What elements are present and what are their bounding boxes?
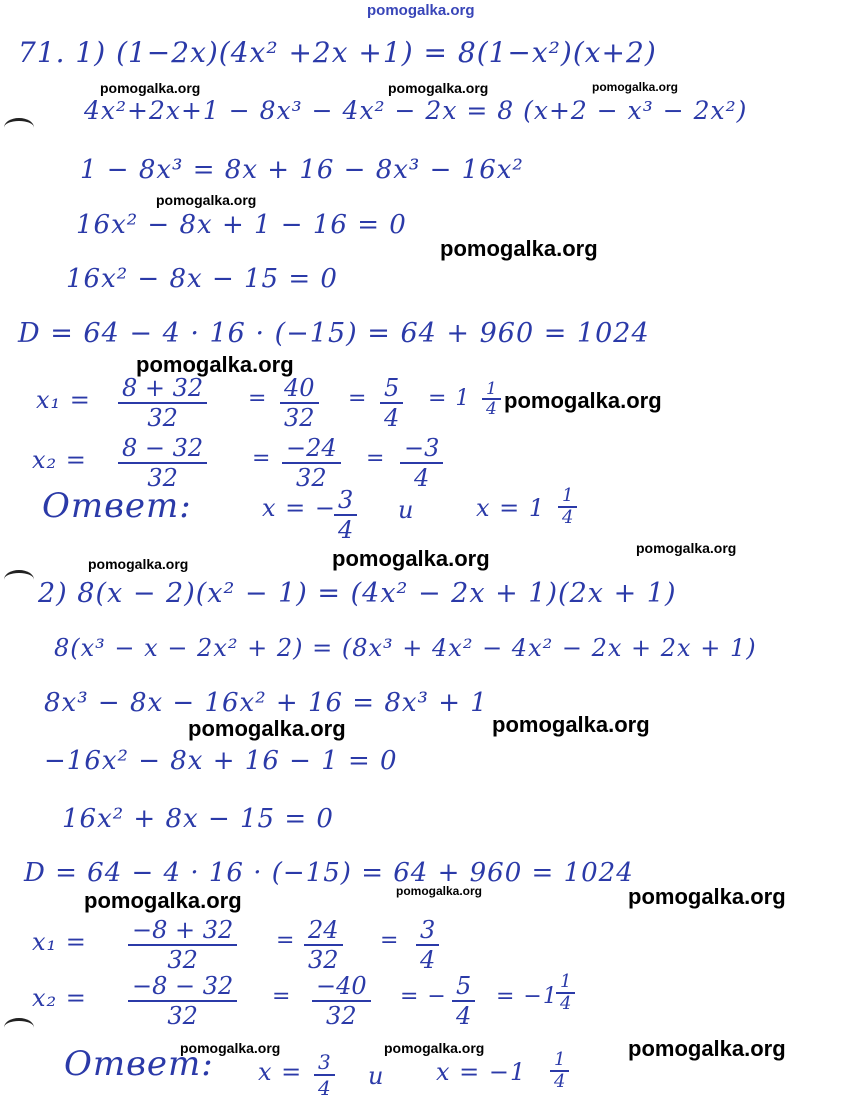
denominator: 4 — [562, 507, 574, 528]
part1-expansion-line: 4x²+2x+1 − 8x³ − 4x² − 2x = 8 (x+2 − x³ − 2x²) — [84, 96, 748, 125]
part2-x1-fraction-2 — [304, 916, 343, 974]
equals-sign: = — [348, 386, 368, 411]
denominator: 4 — [554, 1071, 566, 1092]
numerator: 3 — [334, 486, 357, 516]
part1-x2-fraction-3 — [400, 434, 443, 492]
part2-simplified-line: 8x³ − 8x − 16x² + 16 = 8x³ + 1 — [44, 688, 488, 718]
numerator: 24 — [304, 916, 343, 946]
watermark: pomogalka.org — [180, 1040, 281, 1056]
part1-x1-mixed-fraction — [482, 380, 501, 418]
watermark: pomogalka.org — [388, 80, 489, 96]
watermark: pomogalka.org — [592, 80, 679, 94]
denominator: 4 — [560, 993, 572, 1014]
numerator: 5 — [452, 972, 475, 1002]
part2-answer-and: и — [368, 1062, 385, 1090]
denominator: 32 — [284, 404, 315, 432]
watermark: pomogalka.org — [88, 556, 189, 572]
equals-sign: = — [276, 928, 296, 953]
part2-quadratic-line: 16x² + 8x − 15 = 0 — [62, 804, 334, 834]
part1-x2-label: x₂ = — [32, 446, 87, 474]
watermark: pomogalka.org — [136, 352, 294, 377]
numerator: 40 — [280, 374, 319, 404]
part1-answer-fraction-a — [334, 486, 357, 544]
numerator: 1 — [558, 486, 577, 508]
watermark: pomogalka.org — [492, 712, 650, 737]
watermark: pomogalka.org — [188, 716, 346, 741]
part1-answer-word: Ответ: — [42, 486, 192, 526]
numerator: −3 — [400, 434, 443, 464]
part1-answer-x-a: x = − — [262, 494, 337, 522]
equals-sign: = — [248, 386, 268, 411]
part2-x2-fraction-3 — [452, 972, 475, 1030]
numerator: −8 + 32 — [128, 916, 237, 946]
part1-x1-fraction-1 — [118, 374, 207, 432]
part1-discriminant: D = 64 − 4 · 16 · (−15) = 64 + 960 = 1024 — [18, 318, 650, 349]
denominator: 32 — [167, 1002, 198, 1030]
punch-hole-middle — [4, 570, 34, 589]
part1-x1-fraction-2 — [280, 374, 319, 432]
watermark: pomogalka.org — [100, 80, 201, 96]
part1-collected-line: 16x² − 8x + 1 − 16 = 0 — [76, 210, 407, 240]
part2-answer-fraction-a — [314, 1050, 335, 1100]
denominator: 32 — [167, 946, 198, 974]
part2-x2-label: x₂ = — [32, 984, 87, 1012]
part2-x1-fraction-3 — [416, 916, 439, 974]
numerator: −24 — [282, 434, 341, 464]
part2-problem-line: 2) 8(x − 2)(x² − 1) = (4x² − 2x + 1)(2x + 1) — [38, 578, 677, 609]
part2-answer-word: Ответ: — [64, 1044, 214, 1084]
numerator: 1 — [556, 972, 575, 994]
part2-answer-fraction-b — [550, 1050, 569, 1092]
denominator: 4 — [338, 516, 354, 544]
watermark: pomogalka.org — [84, 888, 242, 913]
numerator: 3 — [416, 916, 439, 946]
numerator: 8 + 32 — [118, 374, 207, 404]
equals-sign: = 1 — [428, 386, 471, 411]
equals-sign: = −1 — [496, 984, 558, 1009]
watermark: pomogalka.org — [504, 388, 662, 413]
equals-sign: = — [366, 446, 386, 471]
denominator: 32 — [147, 404, 178, 432]
equals-sign: = — [380, 928, 400, 953]
part1-answer-and: и — [398, 496, 415, 524]
numerator: 8 − 32 — [118, 434, 207, 464]
watermark: pomogalka.org — [440, 236, 598, 261]
denominator: 32 — [147, 464, 178, 492]
denominator: 32 — [326, 1002, 357, 1030]
watermark: pomogalka.org — [396, 884, 483, 898]
equals-sign: = − — [400, 984, 447, 1009]
part2-x2-fraction-1 — [128, 972, 237, 1030]
watermark: pomogalka.org — [384, 1040, 485, 1056]
part1-x2-fraction-1 — [118, 434, 207, 492]
denominator: 4 — [456, 1002, 472, 1030]
part2-discriminant: D = 64 − 4 · 16 · (−15) = 64 + 960 = 1024 — [24, 858, 634, 888]
denominator: 4 — [420, 946, 436, 974]
watermark: pomogalka.org — [628, 884, 786, 909]
part1-simplified-line: 1 − 8x³ = 8x + 16 − 8x³ − 16x² — [80, 155, 524, 185]
part1-answer-x-b: x = 1 — [476, 494, 546, 522]
watermark: pomogalka.org — [628, 1036, 786, 1061]
denominator: 4 — [318, 1076, 331, 1100]
watermark: pomogalka.org — [156, 192, 257, 208]
numerator: 1 — [550, 1050, 569, 1072]
part1-answer-fraction-b — [558, 486, 577, 528]
watermark-top: pomogalka.org — [367, 2, 475, 19]
denominator: 4 — [384, 404, 400, 432]
numerator: −40 — [312, 972, 371, 1002]
equals-sign: = — [252, 446, 272, 471]
equals-sign: = — [272, 984, 292, 1009]
watermark: pomogalka.org — [636, 540, 737, 556]
punch-hole-bottom — [4, 1018, 34, 1037]
part2-answer-x-a: x = — [258, 1058, 303, 1086]
part2-x2-fraction-2 — [312, 972, 371, 1030]
part2-x1-label: x₁ = — [32, 928, 87, 956]
part2-x2-mixed-fraction — [556, 972, 575, 1014]
punch-hole-top — [4, 118, 34, 137]
part1-quadratic-line: 16x² − 8x − 15 = 0 — [66, 264, 338, 294]
part2-x1-fraction-1 — [128, 916, 237, 974]
part1-x1-label: x₁ = — [36, 386, 91, 414]
numerator: 5 — [380, 374, 403, 404]
part1-problem-line: 71. 1) (1−2x)(4x² +2x +1) = 8(1−x²)(x+2) — [18, 36, 657, 69]
part1-x1-fraction-3 — [380, 374, 403, 432]
part1-x2-fraction-2 — [282, 434, 341, 492]
numerator: 3 — [314, 1050, 335, 1076]
denominator: 32 — [296, 464, 327, 492]
part2-answer-x-b: x = −1 — [436, 1058, 527, 1086]
watermark: pomogalka.org — [332, 546, 490, 571]
denominator: 32 — [308, 946, 339, 974]
numerator: −8 − 32 — [128, 972, 237, 1002]
part2-collected-line: −16x² − 8x + 16 − 1 = 0 — [44, 746, 398, 776]
denominator: 4 — [486, 399, 497, 419]
numerator: 1 — [482, 380, 501, 400]
denominator: 4 — [414, 464, 430, 492]
part2-expansion-line: 8(x³ − x − 2x² + 2) = (8x³ + 4x² − 4x² − 2x + 2x + 1) — [54, 634, 757, 662]
